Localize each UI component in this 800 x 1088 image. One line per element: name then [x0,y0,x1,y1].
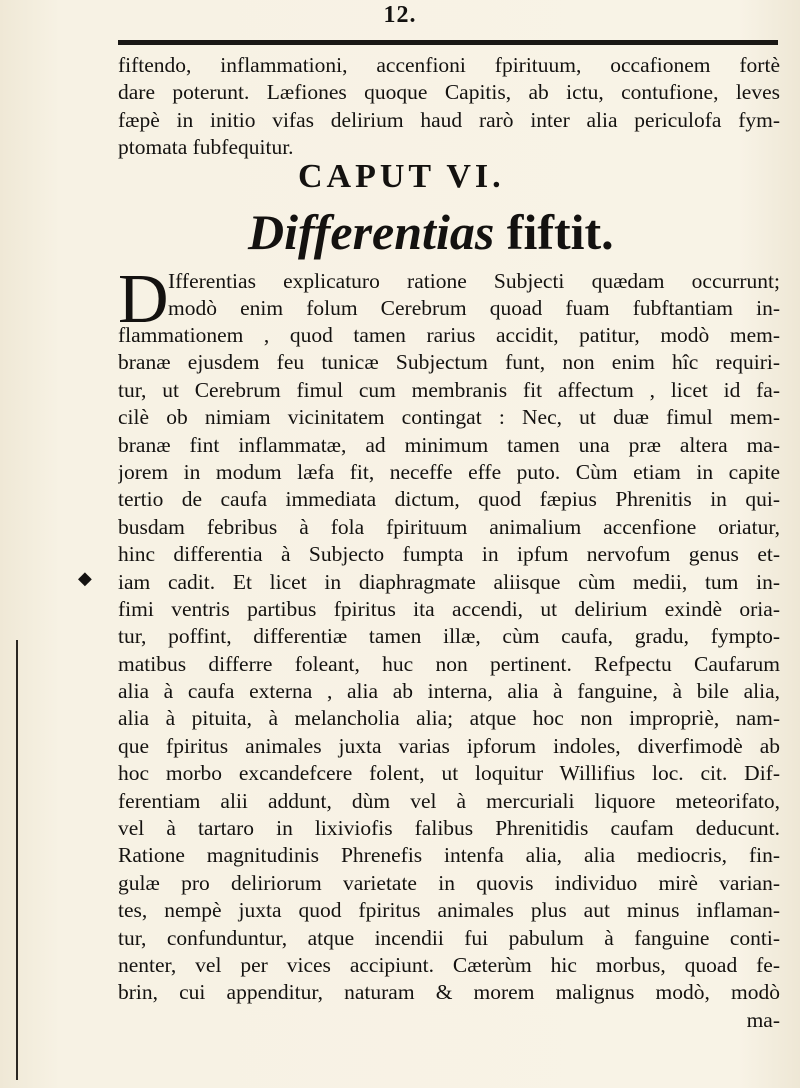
text-line: branæ fint inflammatæ, ad minimum tamen una præ altera ma- [118,432,780,457]
text-line: vel à tartaro in lixiviofis falibus Phrenitidis caufam deducunt. [118,816,780,841]
text-line: iam cadit. Et licet in diaphragmate aliisque cùm medii, tum in- [118,569,780,594]
section-title-italic: Differentias [248,204,495,260]
text-line: ptomata fubfequitur. [118,135,294,160]
text-line: fæpè in initio vifas delirium haud rarò inter alia periculofa fym- [118,107,780,132]
text-line: cilè ob nimiam vicinitatem contingat : Nec, ut duæ fimul mem- [118,405,780,430]
text-line: Ifferentias explicaturo ratione Subjecti quædam occurrunt; [168,269,780,293]
body-paragraph [118,322,780,1034]
section-title-rest: fiftit. [494,204,614,260]
text-line: hoc morbo excandefcere folent, ut loquitur Willifius loc. cit. Dif- [118,761,780,786]
text-line: busdam febribus à fola fpirituum animalium accenfione oriatur, [118,514,780,539]
catchword: ma- [746,1007,780,1032]
text-line: gulæ pro deliriorum varietate in quovis individuo mirè varian- [118,870,780,895]
margin-mark-icon: ◆ [78,568,92,588]
text-line: tertio de caufa immediata dictum, quod fæpius Phrenitis in qui- [118,487,780,512]
text-line: matibus differre foleant, huc non pertinent. Refpectu Caufarum [118,651,780,676]
text-line: alia à caufa externa , alia ab interna, alia à fanguine, à bile alia, [118,679,780,704]
text-line: branæ ejusdem feu tunicæ Subjectum funt, non enim hîc requiri- [118,350,780,375]
text-line: alia à pituita, à melancholia alia; atque hoc non impropriè, nam- [118,706,780,731]
text-line: fimi ventris partibus fpiritus ita accendi, ut delirium exindè oria- [118,596,780,621]
text-line: jorem in modum læfa fit, neceffe effe puto. Cùm etiam in capite [118,459,780,484]
section-title [248,203,614,261]
page-number: 12. [383,2,417,28]
text-line: Ratione magnitudinis Phrenefis intenfa alia, alia mediocris, fin- [118,843,780,868]
text-line: nenter, vel per vices accipiunt. Cæterùm hic morbus, quoad fe- [118,952,780,977]
text-line: tur, confunduntur, atque incendii fui pabulum à fanguine conti- [118,925,780,950]
header-rule [118,40,778,45]
text-line: modò enim folum Cerebrum quoad fuam fubftantiam in- [168,296,780,321]
text-line: fiftendo, inflammationi, accenfioni fpirituum, occafionem fortè [118,53,780,77]
text-line: dare poterunt. Læfiones quoque Capitis, ab ictu, contufione, leves [118,80,780,105]
text-line: tes, nempè juxta quod fpiritus animales plus aut minus inflaman- [118,898,780,923]
drop-cap: D [118,261,169,338]
intro-paragraph [118,52,780,162]
text-line: tur, poffint, differentiæ tamen illæ, cùm caufa, gradu, fympto- [118,624,780,649]
text-line: flammationem , quod tamen rarius accidit, patitur, modò mem- [118,323,780,347]
chapter-heading: CAPUT VI. [298,158,505,195]
binding-edge [16,640,18,1080]
text-line: ferentiam alii addunt, dùm vel à mercuriali liquore meteorifato, [118,788,780,813]
text-line: hinc differentia à Subjecto fumpta in ipfum nervofum genus et- [118,542,780,567]
text-line: brin, cui appenditur, naturam & morem malignus modò, modò [118,980,780,1005]
first-lines [168,268,780,323]
text-line: que fpiritus animales juxta varias ipforum indoles, diverfimodè ab [118,733,780,758]
text-line: tur, ut Cerebrum fimul cum membranis fit affectum , licet id fa- [118,377,780,402]
